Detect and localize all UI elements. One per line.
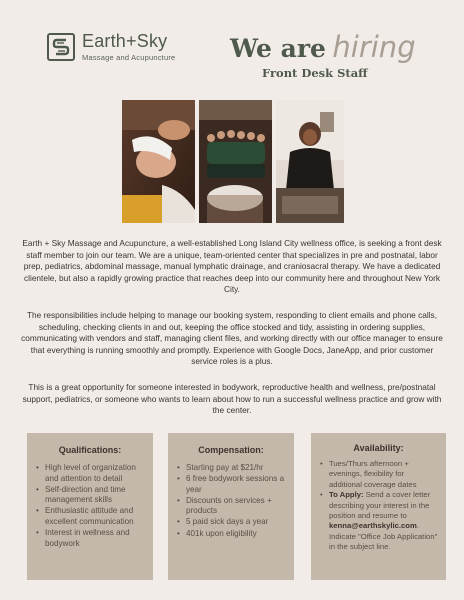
compensation-title: Compensation: [198,445,264,455]
list-item: • High level of organization and attention to detail [45,463,145,484]
apply-instructions [329,490,438,552]
list-item: • 401k upon eligibility [186,529,286,540]
apply-email-link[interactable]: kenna@earthskylic.com [329,521,417,531]
apply-text-end: . Indicate "Office Job Application" in the subject line. [329,521,438,551]
headline [230,30,416,64]
logo-name: Earth+Sky [82,31,168,51]
compensation-list [176,463,286,539]
qualifications-title: Qualifications: [58,445,122,455]
qualifications-list [35,463,145,549]
list-item: • Tues/Thurs afternoon + evenings, flexibility for additional coverage dates [329,459,438,490]
list-item: • Discounts on services + products [186,496,286,517]
headline-subtitle: Front Desk Staff [262,66,368,80]
headline-we-are: We are [230,34,326,63]
photo-practitioner [276,100,344,223]
list-item: • 5 paid sick days a year [186,517,286,528]
logo-es-icon [47,33,75,61]
apply-label: To Apply: [329,490,364,500]
photo-strip [122,100,344,223]
logo [47,32,175,62]
list-item: • Starting pay at $21/hr [186,463,286,474]
list-item: • Interest in wellness and bodywork [45,528,145,549]
availability-list [319,459,438,552]
logo-subtitle: Massage and Acupuncture [82,53,176,62]
apply-text: Send a cover letter describing your interest in the position and resume to [329,490,431,520]
headline-hiring: hiring [332,30,416,64]
opportunity-paragraph: This is a great opportunity for someone interested in bodywork, reproductive health and wellness, pre/postnatal support, pediatrics, or someone who wants to learn about how to run a successful wellness practice and grow with the center. [22,382,442,416]
qualifications-box [27,433,153,580]
list-item: • Enthusiastic attitude and excellent communication [45,506,145,527]
availability-box [311,433,446,580]
list-item: • 6 free bodywork sessions a year [186,474,286,495]
availability-title: Availability: [353,443,404,453]
compensation-box [168,433,294,580]
responsibilities-paragraph: The responsibilities include helping to manage our booking system, responding to client emails and phone calls, scheduling, checking clients in and out, keeping the office stocked and tidy, assisting in ordering supplies, communicating with vendors and staff, managing client files, and working directly with our office manager to ensure that everything is running smoothly and promptly. Experience with Google Docs, JaneApp, and prior customer service roles is a plus. [21,310,443,367]
intro-paragraph: Earth + Sky Massage and Acupuncture, a well-established Long Island City wellness office, is seeking a front desk staff member to join our team. We are a unique, team-oriented center that specializes in pre and postnatal, labor prep, pediatrics, abdominal massage, manual lymphatic drainage, and craniosacral therapy. We have a dedicated clientele, but also a rapidly growing practice that reaches deep into our community here and throughout New York City. [22,238,442,295]
photo-massage [122,100,195,223]
photo-team [199,100,272,223]
list-item: • Self-direction and time management skills [45,485,145,506]
